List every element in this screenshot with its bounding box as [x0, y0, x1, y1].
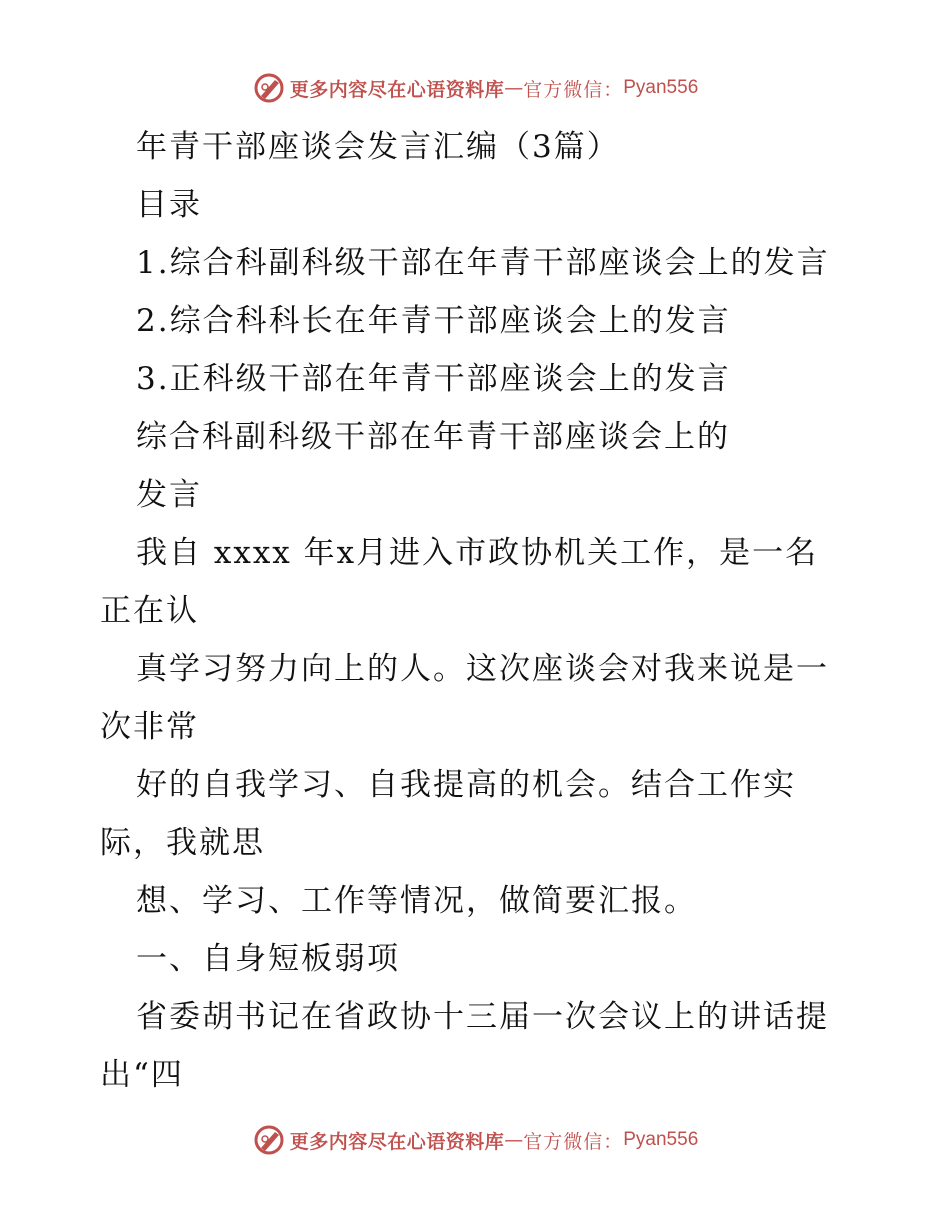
doc-line: 3.正科级干部在年青干部座谈会上的发言	[136, 361, 731, 397]
doc-line: 2.综合科科长在年青干部座谈会上的发言	[136, 303, 731, 339]
doc-line: 次非常	[100, 709, 199, 745]
doc-line: 发言	[136, 477, 202, 513]
watermark-logo-icon	[252, 1123, 286, 1157]
doc-line: 正在认	[100, 593, 199, 629]
watermark-wechat-label: 官方微信：	[523, 78, 624, 101]
doc-line: 一、自身短板弱项	[136, 941, 400, 977]
doc-line: 际，我就思	[100, 825, 265, 861]
watermark-main-text: 更多内容尽在心语资料库	[289, 1130, 505, 1153]
watermark-wechat-id: Pyan556	[623, 77, 699, 98]
watermark-dash: —	[504, 77, 524, 99]
watermark-dash: —	[504, 1129, 524, 1151]
watermark-logo-icon	[252, 71, 286, 105]
doc-line: 目录	[136, 187, 202, 223]
watermark-wechat-id: Pyan556	[623, 1129, 699, 1150]
header-watermark	[0, 68, 950, 108]
doc-line: 想、学习、工作等情况，做简要汇报。	[136, 883, 697, 919]
doc-line: 省委胡书记在省政协十三届一次会议上的讲话提	[136, 999, 829, 1035]
watermark-wechat-label: 官方微信：	[523, 1130, 624, 1153]
doc-line: 综合科副科级干部在年青干部座谈会上的	[136, 419, 730, 455]
doc-line: 出“四	[100, 1057, 184, 1093]
document-body	[100, 118, 860, 1104]
doc-line: 1.综合科副科级干部在年青干部座谈会上的发言	[136, 245, 830, 281]
doc-line: 好的自我学习、自我提高的机会。结合工作实	[136, 767, 796, 803]
doc-line: 年青干部座谈会发言汇编（3篇）	[136, 129, 620, 165]
footer-watermark	[0, 1120, 950, 1160]
doc-line: 我自 xxxx 年x月进入市政协机关工作，是一名	[136, 535, 819, 571]
watermark-main-text: 更多内容尽在心语资料库	[289, 78, 505, 101]
doc-line: 真学习努力向上的人。这次座谈会对我来说是一	[136, 651, 829, 687]
